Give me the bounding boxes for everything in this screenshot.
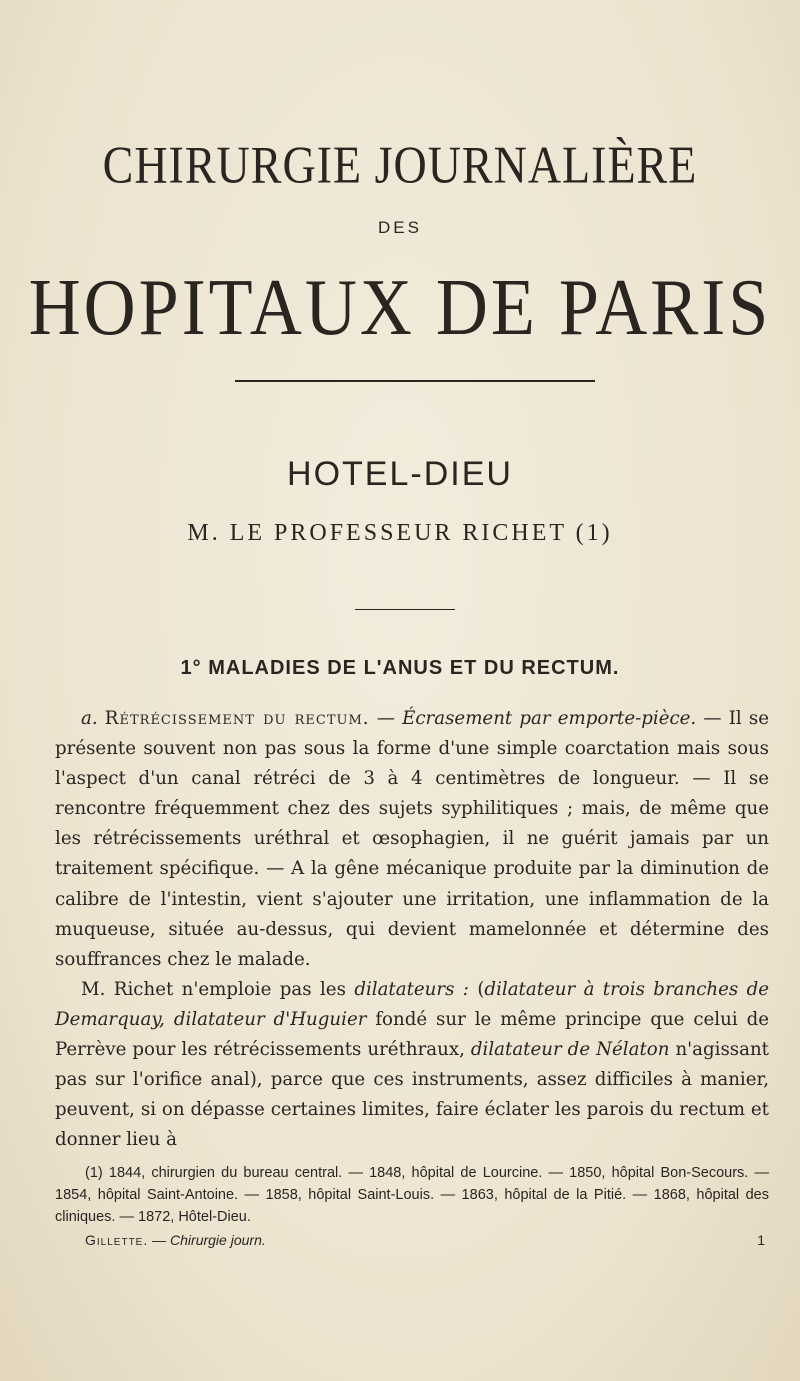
subtitle-hopitaux: HOPITAUX DE PARIS bbox=[28, 262, 772, 352]
paragraph-subtitle: Écrasement par emporte-pièce. bbox=[402, 708, 697, 729]
p2-italic-b: dilatateurs : bbox=[354, 978, 469, 1000]
page-number: 1 bbox=[757, 1232, 765, 1248]
divider-rule bbox=[235, 380, 595, 382]
footnote: (1) 1844, chirurgien du bureau central. — 1848, hôpital de Lourcine. — 1850, hôpital Bon-Secours. — 1854, hôpital Saint-Antoine. — 1858, hôpital Saint-Louis. — 1863, hôpital de la Pitié. — 1868, hôpital des cliniques. — 1872, Hôtel-Dieu. bbox=[55, 1165, 769, 1225]
page-footer bbox=[85, 1232, 765, 1248]
section-heading: 1° MALADIES DE L'ANUS ET DU RECTUM. bbox=[180, 657, 620, 679]
main-title: CHIRURGIE JOURNALIÈRE bbox=[102, 135, 698, 194]
hospital-title: HOTEL-DIEU bbox=[287, 455, 513, 493]
p2-text-e: fondé sur le même principe que celui de Perrève pour les rétrécissements uréthraux, bbox=[55, 1008, 769, 1061]
p2-text-g: n'agissant pas sur l'orifice anal), parce que ces instruments, assez difficiles à manier, peuvent, si on dépasse certaines limites, faire éclater les parois du rectum et donner lieu à bbox=[55, 1039, 769, 1151]
title-des: DES bbox=[378, 218, 422, 237]
p2-italic-d: dilatateur à trois branches de Demarquay, dilatateur d'Huguier bbox=[55, 978, 769, 1030]
paragraph-1 bbox=[55, 704, 769, 975]
dash: — bbox=[369, 708, 403, 729]
paragraph-marker: a. bbox=[81, 708, 98, 729]
p2-text-a: M. Richet n'emploie pas les bbox=[81, 978, 355, 1000]
paragraph-1-text: — Il se présente souvent non pas sous la forme d'une simple coarctation mais sous l'aspect d'un canal rétréci de 3 à 4 centimètres de longueur. — Il se rencontre fréquemment chez des sujets syphilitiques ; mais, de même que les rétrécissements uréthral et œsophagien, il ne guérit jamais par un traitement spécifique. — A la gêne mécanique produite par la diminution de calibre de l'intestin, vient s'ajouter une irritation, une inflammation de la muqueuse, située au-dessus, qui devient mamelonnée et détermine des souffrances chez le malade. bbox=[55, 708, 769, 970]
p2-italic-f: dilatateur de Nélaton bbox=[470, 1039, 670, 1061]
professor-line: M. LE PROFESSEUR RICHET (1) bbox=[187, 520, 613, 546]
footer-author: Gillette. bbox=[85, 1232, 149, 1248]
short-divider-rule bbox=[355, 609, 455, 610]
p2-text-c: ( bbox=[468, 978, 485, 1000]
body-text bbox=[55, 704, 769, 1155]
footer-work: Chirurgie journ. bbox=[170, 1232, 266, 1248]
paragraph-title: Rétrécissement du rectum. bbox=[104, 708, 370, 729]
paragraph-2 bbox=[55, 975, 769, 1156]
footer-dash: — bbox=[148, 1232, 171, 1248]
